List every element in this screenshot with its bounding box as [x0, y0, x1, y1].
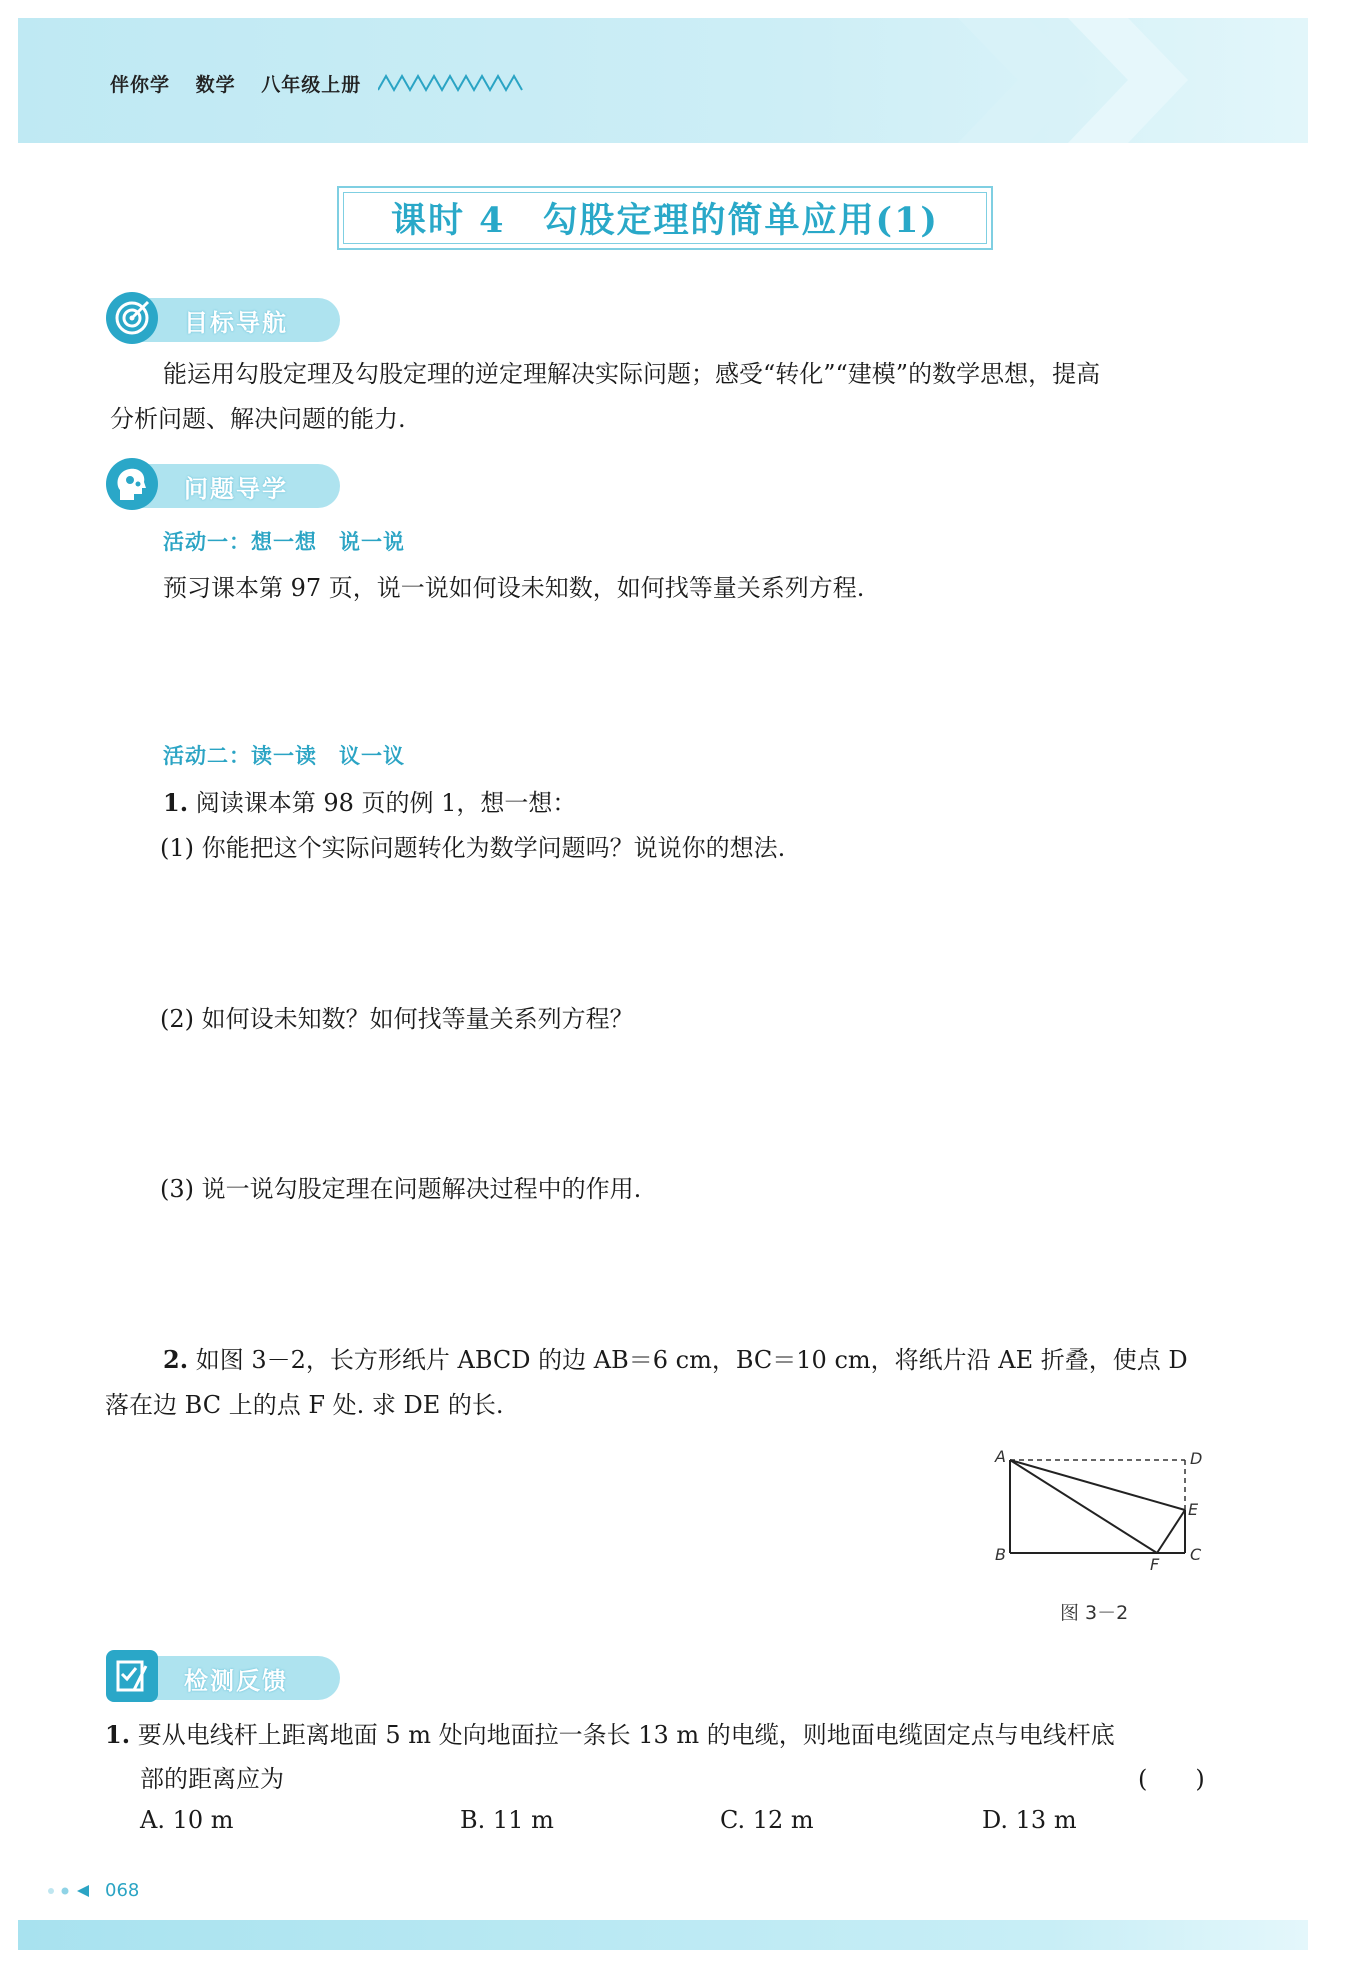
- figure-caption: 图 3－2: [1060, 1602, 1129, 1624]
- grade-name: 八年级上册: [261, 74, 362, 96]
- section-goal-text: 目标导航: [184, 308, 288, 337]
- activity2-q2-text: 如图 3－2，长方形纸片 ABCD 的边 AB＝6 cm，BC＝10 cm，将纸片沿 AE 折叠，使点 D: [195, 1346, 1188, 1374]
- lesson-title: 课时 4 勾股定理的简单应用(1): [343, 192, 987, 244]
- goal-text-line1: 能运用勾股定理及勾股定理的逆定理解决实际问题；感受“转化”“建模”的数学思想，提高: [163, 360, 1101, 388]
- subject-name: 数学: [195, 74, 236, 96]
- activity2-sub1: (1) 你能把这个实际问题转化为数学问题吗？说说你的想法.: [160, 834, 786, 862]
- segment-FE: [1157, 1510, 1185, 1553]
- point-D-label: D: [1190, 1449, 1203, 1468]
- activity1-text: 预习课本第 97 页，说一说如何设未知数，如何找等量关系列方程.: [163, 574, 865, 602]
- lesson-title-box: [337, 186, 993, 250]
- activity2-q1-text: 阅读课本第 98 页的例 1，想一想：: [195, 789, 577, 817]
- point-B-label: B: [995, 1545, 1006, 1564]
- activity2-q2-number: 2.: [163, 1345, 189, 1374]
- fold-AE: [1010, 1460, 1185, 1510]
- point-E-label: E: [1188, 1500, 1199, 1519]
- figure-rectangle-fold: [985, 1448, 1210, 1583]
- header-breadcrumb: [110, 70, 379, 97]
- book-name: 伴你学: [110, 74, 171, 96]
- feedback-q1-text: 要从电线杆上距离地面 5 m 处向地面拉一条长 13 m 的电缆，则地面电缆固定点与电线杆底: [137, 1721, 1115, 1749]
- activity2-q2-line2: 落在边 BC 上的点 F 处. 求 DE 的长.: [105, 1391, 504, 1419]
- page-number: 068: [105, 1880, 140, 1901]
- goal-text-line2: 分析问题、解决问题的能力.: [110, 405, 406, 433]
- point-C-label: C: [1190, 1545, 1202, 1564]
- chevron-decoration: [958, 18, 1308, 143]
- choice-c: C. 12 m: [720, 1806, 814, 1834]
- activity2-q2-line1: [163, 1337, 1243, 1384]
- footer-band: [18, 1920, 1308, 1950]
- activity2-q1-number: 1.: [163, 788, 189, 817]
- feedback-q1-line1: [105, 1712, 1245, 1759]
- feedback-q1-number: 1.: [105, 1720, 131, 1749]
- choice-b: B. 11 m: [460, 1806, 554, 1834]
- head-gear-icon: [106, 458, 158, 510]
- activity1-heading: 活动一：想一想 说一说: [163, 530, 405, 554]
- activity2-sub2: (2) 如何设未知数？如何找等量关系列方程？: [160, 1005, 634, 1033]
- arrow-dots-icon: [45, 1884, 100, 1898]
- target-icon: [106, 292, 158, 344]
- answer-paren: ( ): [1138, 1765, 1205, 1793]
- activity2-heading: 活动二：读一读 议一议: [163, 744, 405, 768]
- activity2-q1: [163, 780, 576, 827]
- section-feedback-text: 检测反馈: [184, 1666, 288, 1695]
- activity2-sub3: (3) 说一说勾股定理在问题解决过程中的作用.: [160, 1175, 642, 1203]
- feedback-q1-line2: 部的距离应为: [140, 1765, 284, 1793]
- checklist-icon: [106, 1650, 158, 1702]
- zigzag-decoration: [378, 74, 523, 92]
- section-study-text: 问题导学: [184, 474, 288, 503]
- segment-AF: [1010, 1460, 1157, 1553]
- choice-a: A. 10 m: [140, 1806, 234, 1834]
- choice-d: D. 13 m: [982, 1806, 1077, 1834]
- point-F-label: F: [1150, 1555, 1160, 1574]
- point-A-label: A: [995, 1447, 1006, 1466]
